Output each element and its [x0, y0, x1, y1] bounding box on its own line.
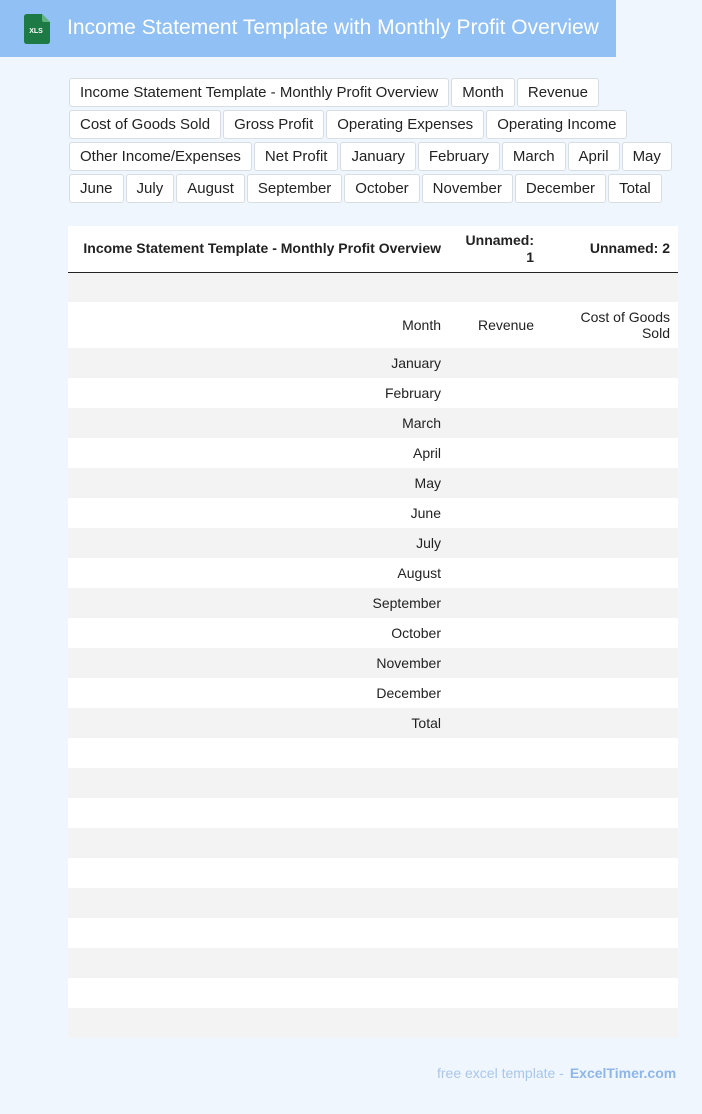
- table-row: [68, 438, 678, 468]
- table-row: [68, 948, 678, 978]
- table-cell: September: [372, 595, 441, 611]
- column-tag[interactable]: January: [340, 142, 415, 171]
- footer: [437, 1065, 676, 1081]
- table-cell: [542, 648, 678, 678]
- column-tag[interactable]: February: [418, 142, 500, 171]
- table-cell: [68, 978, 449, 1008]
- table-cell: February: [384, 385, 441, 401]
- table-cell: April: [412, 445, 441, 461]
- table-row: [68, 498, 678, 528]
- xls-file-icon: [24, 14, 50, 44]
- page-title: Income Statement Template with Monthly Profit Overview: [67, 16, 599, 39]
- table-cell: [542, 498, 678, 528]
- table-row: [68, 918, 678, 948]
- footer-brand-link[interactable]: ExcelTimer.com: [569, 1065, 677, 1081]
- table-cell: [449, 558, 542, 588]
- xls-icon-label: XLS: [29, 28, 43, 35]
- column-tag[interactable]: Month: [451, 78, 515, 107]
- table-cell: [449, 618, 542, 648]
- footer-text: free excel template -: [437, 1065, 564, 1081]
- column-tags: [69, 78, 679, 206]
- tag-row: [69, 78, 679, 107]
- table-cell: October: [391, 625, 441, 641]
- table-cell: December: [376, 685, 441, 701]
- table-cell: [449, 528, 542, 558]
- column-tag[interactable]: Gross Profit: [223, 110, 324, 139]
- table-row: [68, 588, 678, 618]
- table-row: [68, 408, 678, 438]
- table-row: [68, 378, 678, 408]
- table-cell: [449, 858, 542, 888]
- table-cell: [542, 618, 678, 648]
- column-tag[interactable]: Other Income/Expenses: [69, 142, 252, 171]
- table-cell: August: [397, 565, 441, 581]
- table-cell: [449, 918, 542, 948]
- column-tag[interactable]: Operating Expenses: [326, 110, 484, 139]
- data-table: [68, 226, 678, 1038]
- table-cell: [542, 978, 678, 1008]
- column-tag[interactable]: June: [69, 174, 124, 203]
- table-cell: [542, 588, 678, 618]
- table-cell: [68, 918, 449, 948]
- table-cell: Total: [411, 715, 441, 731]
- table-cell: [68, 272, 449, 302]
- table-row: [68, 302, 678, 348]
- table-cell: July: [416, 535, 441, 551]
- table-cell: [542, 738, 678, 768]
- table-row: [68, 768, 678, 798]
- tag-row: [69, 142, 679, 171]
- tag-row: [69, 174, 679, 203]
- table-cell: [449, 678, 542, 708]
- table-cell: [68, 1008, 449, 1038]
- table-cell: [542, 438, 678, 468]
- table-row: [68, 828, 678, 858]
- column-tag[interactable]: December: [515, 174, 606, 203]
- table-cell: [449, 828, 542, 858]
- column-tag[interactable]: May: [622, 142, 672, 171]
- column-tag[interactable]: Net Profit: [254, 142, 339, 171]
- table-cell: [542, 768, 678, 798]
- table-row: [68, 678, 678, 708]
- table-cell: [449, 768, 542, 798]
- column-tag[interactable]: July: [126, 174, 175, 203]
- table-cell: [449, 798, 542, 828]
- table-cell: [542, 828, 678, 858]
- table-cell: [449, 738, 542, 768]
- table-row: [68, 528, 678, 558]
- table-cell: [449, 948, 542, 978]
- table-cell: Revenue: [477, 317, 534, 333]
- table-cell: [542, 558, 678, 588]
- table-cell: [542, 678, 678, 708]
- table-cell: March: [402, 415, 441, 431]
- table-cell: [542, 408, 678, 438]
- column-tag[interactable]: August: [176, 174, 245, 203]
- table-cell: [542, 1008, 678, 1038]
- table-cell: [449, 408, 542, 438]
- table-cell: [449, 348, 542, 378]
- table-header-row: [68, 226, 678, 272]
- column-tag[interactable]: Cost of Goods Sold: [69, 110, 221, 139]
- table-row: [68, 978, 678, 1008]
- column-tag[interactable]: November: [422, 174, 513, 203]
- table-cell: May: [414, 475, 441, 491]
- header-bar: [0, 0, 616, 57]
- table-cell: [542, 348, 678, 378]
- table-cell: [68, 738, 449, 768]
- table-cell: [542, 708, 678, 738]
- table-row: [68, 798, 678, 828]
- tag-row: [69, 110, 679, 139]
- table-row: [68, 558, 678, 588]
- table-cell: [449, 272, 542, 302]
- data-table-container: [68, 226, 678, 1040]
- table-cell: [68, 858, 449, 888]
- table-cell: [449, 1008, 542, 1038]
- table-row: [68, 738, 678, 768]
- table-cell: November: [376, 655, 441, 671]
- column-tag[interactable]: Income Statement Template - Monthly Profit Overview: [69, 78, 449, 107]
- table-cell: [542, 528, 678, 558]
- table-cell: [542, 798, 678, 828]
- table-cell: [449, 888, 542, 918]
- table-cell: [449, 588, 542, 618]
- table-cell: [542, 378, 678, 408]
- table-cell: [542, 468, 678, 498]
- table-cell: June: [410, 505, 441, 521]
- table-row: [68, 618, 678, 648]
- table-cell: [449, 978, 542, 1008]
- column-tag[interactable]: Revenue: [517, 78, 599, 107]
- table-row: [68, 348, 678, 378]
- table-row: [68, 468, 678, 498]
- table-cell: [68, 888, 449, 918]
- table-cell: Month: [402, 317, 441, 333]
- table-cell: [542, 918, 678, 948]
- column-tag[interactable]: September: [247, 174, 342, 203]
- table-cell: [449, 498, 542, 528]
- table-cell: January: [391, 355, 441, 371]
- column-header: Unnamed: 1: [465, 231, 534, 265]
- table-cell: [68, 828, 449, 858]
- column-header: Unnamed: 2: [589, 240, 670, 257]
- column-tag[interactable]: April: [568, 142, 620, 171]
- table-cell: [68, 948, 449, 978]
- table-cell: [449, 468, 542, 498]
- table-cell: [542, 858, 678, 888]
- table-cell: [449, 378, 542, 408]
- table-cell: [542, 272, 678, 302]
- table-cell: [449, 438, 542, 468]
- table-body: [68, 272, 678, 1038]
- table-row: [68, 272, 678, 302]
- table-row: [68, 1008, 678, 1038]
- table-cell: Cost of Goods Sold: [580, 309, 670, 341]
- table-row: [68, 858, 678, 888]
- column-tag[interactable]: March: [502, 142, 566, 171]
- column-tag[interactable]: Total: [608, 174, 662, 203]
- table-cell: [449, 708, 542, 738]
- column-tag[interactable]: October: [344, 174, 419, 203]
- table-cell: [449, 648, 542, 678]
- table-row: [68, 648, 678, 678]
- table-row: [68, 708, 678, 738]
- column-tag[interactable]: Operating Income: [486, 110, 627, 139]
- column-header: Income Statement Template - Monthly Profit Overview: [83, 240, 441, 257]
- table-row: [68, 888, 678, 918]
- table-cell: [68, 768, 449, 798]
- table-cell: [542, 888, 678, 918]
- table-cell: [542, 948, 678, 978]
- table-cell: [68, 798, 449, 828]
